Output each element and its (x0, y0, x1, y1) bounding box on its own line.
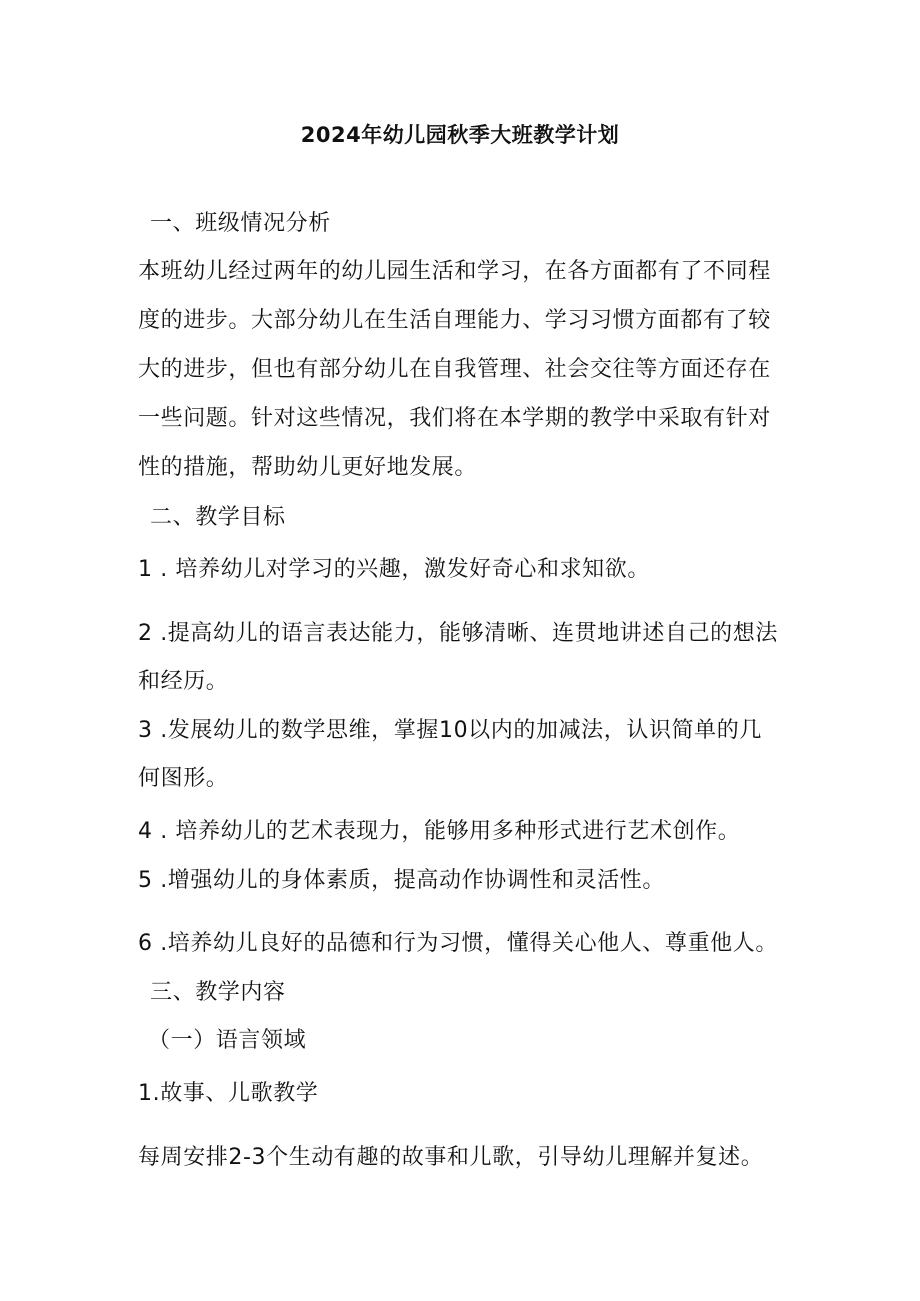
goal-item: 4 . 培养幼儿的艺术表现力，能够用多种形式进行艺术创作。 (138, 819, 741, 844)
goal-item-continued: 和经历。 (138, 669, 229, 694)
section-heading-teaching-goals: 二、教学目标 (150, 505, 286, 530)
paragraph-line: 度的进步。大部分幼儿在生活自理能力、学习习惯方面都有了较 (138, 308, 771, 333)
document-title: 2024年幼儿园秋季大班教学计划 (300, 123, 620, 147)
goal-item-continued: 何图形。 (138, 766, 229, 791)
goal-item: 5 .增强幼儿的身体素质，提高动作协调性和灵活性。 (138, 868, 665, 893)
paragraph-line: 一些问题。针对这些情况，我们将在本学期的教学中采取有针对 (138, 406, 771, 431)
section-heading-class-analysis: 一、班级情况分析 (150, 211, 331, 236)
paragraph-line: 本班幼儿经过两年的幼儿园生活和学习，在各方面都有了不同程 (138, 259, 771, 284)
goal-item: 6 .培养幼儿良好的品德和行为习惯，懂得关心他人、尊重他人。 (138, 931, 778, 956)
section-heading-teaching-content: 三、教学内容 (150, 980, 286, 1005)
paragraph-line: 每周安排2-3个生动有趣的故事和儿歌，引导幼儿理解并复述。 (138, 1145, 764, 1170)
content-item-heading: 1.故事、儿歌教学 (138, 1081, 319, 1106)
goal-item: 1 . 培养幼儿对学习的兴趣，激发好奇心和求知欲。 (138, 557, 650, 582)
paragraph-line: 大的进步，但也有部分幼儿在自我管理、社会交往等方面还存在 (138, 357, 771, 382)
goal-item: 3 .发展幼儿的数学思维，掌握10以内的加减法，认识简单的几 (138, 718, 762, 743)
subsection-heading-language: （一）语言领域 (148, 1028, 307, 1053)
goal-item: 2 .提高幼儿的语言表达能力，能够清晰、连贯地讲述自己的想法 (138, 621, 778, 646)
paragraph-line: 性的措施，帮助幼儿更好地发展。 (138, 455, 478, 480)
